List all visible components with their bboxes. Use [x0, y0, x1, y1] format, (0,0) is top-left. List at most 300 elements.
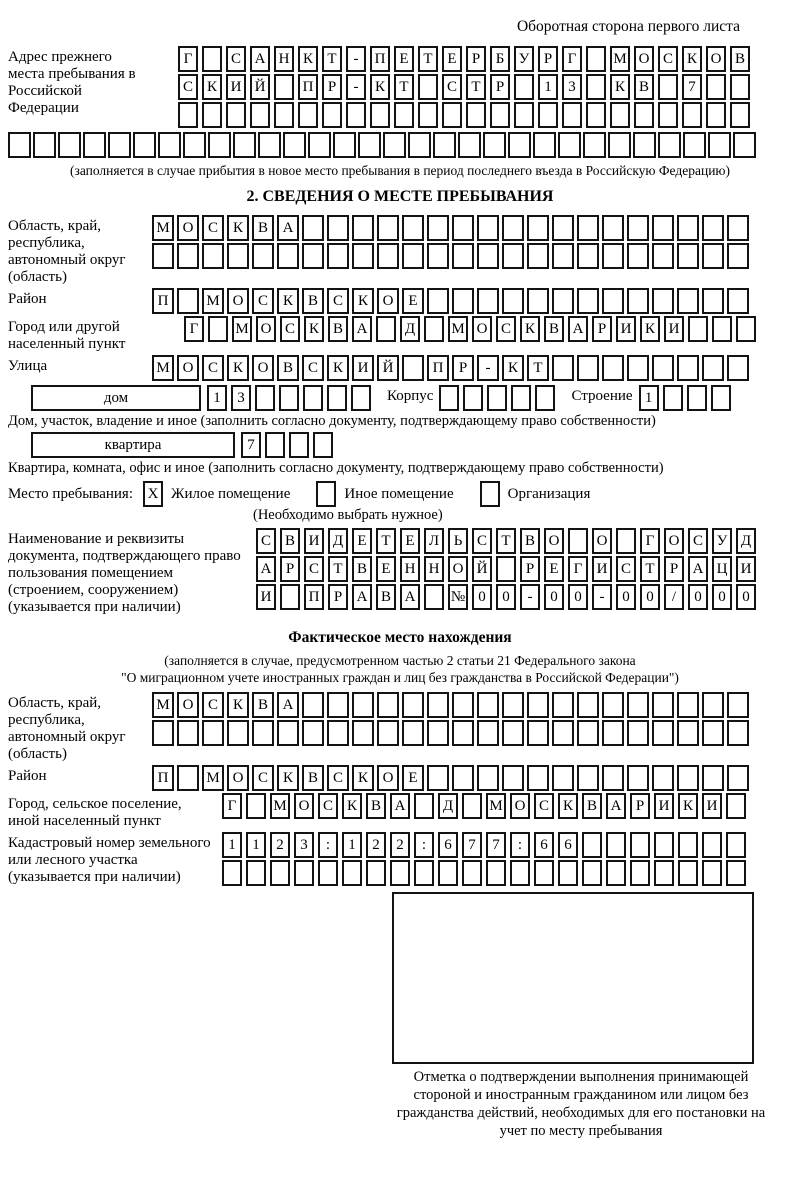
- char-box[interactable]: [652, 720, 674, 746]
- char-box[interactable]: [427, 215, 449, 241]
- char-box[interactable]: В: [252, 215, 274, 241]
- char-box[interactable]: Г: [562, 46, 582, 72]
- char-box[interactable]: -: [346, 74, 366, 100]
- char-box[interactable]: [327, 720, 349, 746]
- char-box[interactable]: [654, 860, 674, 886]
- char-box[interactable]: [202, 720, 224, 746]
- char-box[interactable]: А: [606, 793, 626, 819]
- char-box[interactable]: [233, 132, 256, 158]
- char-box[interactable]: [627, 215, 649, 241]
- char-box[interactable]: С: [318, 793, 338, 819]
- char-box[interactable]: [702, 215, 724, 241]
- char-box[interactable]: [514, 102, 534, 128]
- char-box[interactable]: [502, 720, 524, 746]
- char-box[interactable]: [534, 860, 554, 886]
- char-box[interactable]: [687, 385, 707, 411]
- char-box[interactable]: И: [592, 556, 612, 582]
- char-box[interactable]: [496, 556, 516, 582]
- char-box[interactable]: [427, 692, 449, 718]
- char-box[interactable]: [418, 74, 438, 100]
- char-box[interactable]: [427, 765, 449, 791]
- char-box[interactable]: И: [702, 793, 722, 819]
- char-box[interactable]: [302, 243, 324, 269]
- char-box[interactable]: [490, 102, 510, 128]
- char-box[interactable]: Г: [184, 316, 204, 342]
- char-box[interactable]: [602, 288, 624, 314]
- char-box[interactable]: 0: [472, 584, 492, 610]
- char-box[interactable]: [688, 316, 708, 342]
- char-box[interactable]: [577, 243, 599, 269]
- char-box[interactable]: [208, 132, 231, 158]
- char-box[interactable]: [302, 720, 324, 746]
- char-box[interactable]: [616, 528, 636, 554]
- char-box[interactable]: [402, 215, 424, 241]
- char-box[interactable]: Р: [664, 556, 684, 582]
- char-box[interactable]: А: [688, 556, 708, 582]
- char-box[interactable]: [727, 243, 749, 269]
- char-box[interactable]: [427, 720, 449, 746]
- char-box[interactable]: [33, 132, 56, 158]
- char-box[interactable]: 7: [682, 74, 702, 100]
- char-box[interactable]: [654, 832, 674, 858]
- char-box[interactable]: [370, 102, 390, 128]
- char-box[interactable]: О: [227, 288, 249, 314]
- char-box[interactable]: Р: [630, 793, 650, 819]
- char-box[interactable]: /: [664, 584, 684, 610]
- char-box[interactable]: 7: [241, 432, 261, 458]
- char-box[interactable]: 3: [231, 385, 251, 411]
- char-box[interactable]: [477, 215, 499, 241]
- char-box[interactable]: 1: [207, 385, 227, 411]
- char-box[interactable]: О: [377, 288, 399, 314]
- char-box[interactable]: С: [616, 556, 636, 582]
- char-box[interactable]: С: [534, 793, 554, 819]
- char-box[interactable]: С: [688, 528, 708, 554]
- char-box[interactable]: [283, 132, 306, 158]
- char-box[interactable]: [658, 74, 678, 100]
- char-box[interactable]: [733, 132, 756, 158]
- char-box[interactable]: [677, 692, 699, 718]
- char-box[interactable]: А: [250, 46, 270, 72]
- char-box[interactable]: И: [352, 355, 374, 381]
- char-box[interactable]: Е: [352, 528, 372, 554]
- char-box[interactable]: У: [514, 46, 534, 72]
- char-box[interactable]: [462, 793, 482, 819]
- char-box[interactable]: [602, 692, 624, 718]
- char-box[interactable]: А: [352, 584, 372, 610]
- char-box[interactable]: К: [277, 765, 299, 791]
- char-box[interactable]: О: [177, 692, 199, 718]
- char-box[interactable]: [152, 720, 174, 746]
- char-box[interactable]: [183, 132, 206, 158]
- stay-type-checkbox-other[interactable]: [316, 481, 336, 507]
- char-box[interactable]: [552, 692, 574, 718]
- char-box[interactable]: [424, 316, 444, 342]
- char-box[interactable]: К: [277, 288, 299, 314]
- char-box[interactable]: [298, 102, 318, 128]
- char-box[interactable]: [246, 860, 266, 886]
- char-box[interactable]: Е: [442, 46, 462, 72]
- char-box[interactable]: [678, 832, 698, 858]
- char-box[interactable]: Т: [466, 74, 486, 100]
- char-box[interactable]: [730, 74, 750, 100]
- char-box[interactable]: 0: [640, 584, 660, 610]
- char-box[interactable]: С: [496, 316, 516, 342]
- char-box[interactable]: [177, 765, 199, 791]
- char-box[interactable]: М: [202, 765, 224, 791]
- char-box[interactable]: [327, 385, 347, 411]
- char-box[interactable]: С: [202, 692, 224, 718]
- char-box[interactable]: 3: [294, 832, 314, 858]
- char-box[interactable]: [270, 860, 290, 886]
- char-box[interactable]: Г: [222, 793, 242, 819]
- char-box[interactable]: [678, 860, 698, 886]
- char-box[interactable]: [514, 74, 534, 100]
- char-box[interactable]: [8, 132, 31, 158]
- char-box[interactable]: [418, 102, 438, 128]
- char-box[interactable]: [227, 243, 249, 269]
- char-box[interactable]: 1: [246, 832, 266, 858]
- char-box[interactable]: Е: [400, 528, 420, 554]
- char-box[interactable]: [483, 132, 506, 158]
- char-box[interactable]: В: [252, 692, 274, 718]
- char-box[interactable]: Н: [400, 556, 420, 582]
- char-box[interactable]: [327, 243, 349, 269]
- char-box[interactable]: [677, 288, 699, 314]
- char-box[interactable]: [439, 385, 459, 411]
- char-box[interactable]: [177, 720, 199, 746]
- char-box[interactable]: [313, 432, 333, 458]
- char-box[interactable]: [627, 692, 649, 718]
- char-box[interactable]: И: [616, 316, 636, 342]
- char-box[interactable]: [452, 215, 474, 241]
- char-box[interactable]: [627, 720, 649, 746]
- char-box[interactable]: [202, 46, 222, 72]
- char-box[interactable]: В: [302, 765, 324, 791]
- char-box[interactable]: 0: [712, 584, 732, 610]
- char-box[interactable]: В: [302, 288, 324, 314]
- char-box[interactable]: [511, 385, 531, 411]
- char-box[interactable]: [583, 132, 606, 158]
- char-box[interactable]: В: [544, 316, 564, 342]
- char-box[interactable]: [610, 102, 630, 128]
- char-box[interactable]: [250, 102, 270, 128]
- char-box[interactable]: [502, 215, 524, 241]
- char-box[interactable]: Т: [640, 556, 660, 582]
- char-box[interactable]: М: [486, 793, 506, 819]
- char-box[interactable]: [736, 316, 756, 342]
- char-box[interactable]: [352, 243, 374, 269]
- char-box[interactable]: :: [318, 832, 338, 858]
- char-box[interactable]: 0: [496, 584, 516, 610]
- char-box[interactable]: К: [502, 355, 524, 381]
- char-box[interactable]: [527, 243, 549, 269]
- char-box[interactable]: [377, 243, 399, 269]
- char-box[interactable]: [727, 355, 749, 381]
- char-box[interactable]: Р: [322, 74, 342, 100]
- char-box[interactable]: [552, 720, 574, 746]
- char-box[interactable]: [586, 46, 606, 72]
- char-box[interactable]: :: [510, 832, 530, 858]
- char-box[interactable]: [302, 215, 324, 241]
- char-box[interactable]: Р: [538, 46, 558, 72]
- char-box[interactable]: Н: [274, 46, 294, 72]
- char-box[interactable]: А: [256, 556, 276, 582]
- char-box[interactable]: Т: [527, 355, 549, 381]
- char-box[interactable]: М: [610, 46, 630, 72]
- char-box[interactable]: [442, 102, 462, 128]
- char-box[interactable]: [627, 288, 649, 314]
- char-box[interactable]: [83, 132, 106, 158]
- char-box[interactable]: [562, 102, 582, 128]
- char-box[interactable]: [558, 132, 581, 158]
- char-box[interactable]: 2: [390, 832, 410, 858]
- char-box[interactable]: Д: [438, 793, 458, 819]
- char-box[interactable]: [683, 132, 706, 158]
- char-box[interactable]: 1: [222, 832, 242, 858]
- char-box[interactable]: О: [634, 46, 654, 72]
- char-box[interactable]: К: [520, 316, 540, 342]
- char-box[interactable]: [602, 215, 624, 241]
- char-box[interactable]: [702, 288, 724, 314]
- char-box[interactable]: [727, 765, 749, 791]
- char-box[interactable]: Т: [394, 74, 414, 100]
- char-box[interactable]: Р: [592, 316, 612, 342]
- char-box[interactable]: [502, 243, 524, 269]
- char-box[interactable]: [682, 102, 702, 128]
- char-box[interactable]: О: [252, 355, 274, 381]
- char-box[interactable]: [552, 243, 574, 269]
- char-box[interactable]: Т: [328, 556, 348, 582]
- char-box[interactable]: 6: [534, 832, 554, 858]
- char-box[interactable]: [133, 132, 156, 158]
- char-box[interactable]: [602, 765, 624, 791]
- char-box[interactable]: П: [370, 46, 390, 72]
- char-box[interactable]: С: [658, 46, 678, 72]
- char-box[interactable]: [652, 215, 674, 241]
- char-box[interactable]: П: [298, 74, 318, 100]
- char-box[interactable]: О: [448, 556, 468, 582]
- char-box[interactable]: [708, 132, 731, 158]
- char-box[interactable]: Д: [400, 316, 420, 342]
- char-box[interactable]: К: [610, 74, 630, 100]
- char-box[interactable]: С: [327, 288, 349, 314]
- char-box[interactable]: П: [152, 288, 174, 314]
- char-box[interactable]: М: [152, 692, 174, 718]
- char-box[interactable]: Т: [376, 528, 396, 554]
- char-box[interactable]: О: [592, 528, 612, 554]
- char-box[interactable]: [602, 355, 624, 381]
- char-box[interactable]: П: [304, 584, 324, 610]
- char-box[interactable]: 2: [270, 832, 290, 858]
- char-box[interactable]: 1: [342, 832, 362, 858]
- char-box[interactable]: [158, 132, 181, 158]
- char-box[interactable]: 6: [558, 832, 578, 858]
- char-box[interactable]: [627, 355, 649, 381]
- char-box[interactable]: М: [448, 316, 468, 342]
- char-box[interactable]: [577, 215, 599, 241]
- char-box[interactable]: [258, 132, 281, 158]
- char-box[interactable]: М: [270, 793, 290, 819]
- char-box[interactable]: К: [227, 692, 249, 718]
- char-box[interactable]: [265, 432, 285, 458]
- char-box[interactable]: [702, 765, 724, 791]
- char-box[interactable]: [427, 243, 449, 269]
- char-box[interactable]: П: [152, 765, 174, 791]
- char-box[interactable]: И: [226, 74, 246, 100]
- char-box[interactable]: [452, 765, 474, 791]
- char-box[interactable]: 0: [688, 584, 708, 610]
- char-box[interactable]: [246, 793, 266, 819]
- char-box[interactable]: Е: [402, 765, 424, 791]
- char-box[interactable]: [677, 720, 699, 746]
- char-box[interactable]: А: [390, 793, 410, 819]
- char-box[interactable]: К: [682, 46, 702, 72]
- char-box[interactable]: [303, 385, 323, 411]
- char-box[interactable]: [502, 692, 524, 718]
- char-box[interactable]: [108, 132, 131, 158]
- char-box[interactable]: [427, 288, 449, 314]
- char-box[interactable]: [487, 385, 507, 411]
- char-box[interactable]: О: [177, 215, 199, 241]
- char-box[interactable]: [577, 765, 599, 791]
- char-box[interactable]: [527, 288, 549, 314]
- char-box[interactable]: 2: [366, 832, 386, 858]
- char-box[interactable]: [527, 692, 549, 718]
- char-box[interactable]: Е: [376, 556, 396, 582]
- char-box[interactable]: [289, 432, 309, 458]
- char-box[interactable]: И: [256, 584, 276, 610]
- char-box[interactable]: [279, 385, 299, 411]
- char-box[interactable]: [533, 132, 556, 158]
- char-box[interactable]: [702, 243, 724, 269]
- char-box[interactable]: 1: [538, 74, 558, 100]
- char-box[interactable]: [366, 860, 386, 886]
- char-box[interactable]: [633, 132, 656, 158]
- char-box[interactable]: Р: [466, 46, 486, 72]
- char-box[interactable]: [702, 720, 724, 746]
- char-box[interactable]: [352, 720, 374, 746]
- char-box[interactable]: Б: [490, 46, 510, 72]
- char-box[interactable]: [577, 692, 599, 718]
- char-box[interactable]: [383, 132, 406, 158]
- char-box[interactable]: [602, 720, 624, 746]
- char-box[interactable]: [222, 860, 242, 886]
- char-box[interactable]: [711, 385, 731, 411]
- char-box[interactable]: [677, 215, 699, 241]
- char-box[interactable]: [706, 102, 726, 128]
- char-box[interactable]: В: [582, 793, 602, 819]
- char-box[interactable]: [477, 692, 499, 718]
- char-box[interactable]: [390, 860, 410, 886]
- char-box[interactable]: [438, 860, 458, 886]
- char-box[interactable]: [477, 288, 499, 314]
- char-box[interactable]: [535, 385, 555, 411]
- char-box[interactable]: Ь: [448, 528, 468, 554]
- char-box[interactable]: [634, 102, 654, 128]
- char-box[interactable]: О: [664, 528, 684, 554]
- char-box[interactable]: К: [327, 355, 349, 381]
- char-box[interactable]: В: [366, 793, 386, 819]
- char-box[interactable]: А: [400, 584, 420, 610]
- char-box[interactable]: [277, 720, 299, 746]
- char-box[interactable]: В: [520, 528, 540, 554]
- char-box[interactable]: [552, 215, 574, 241]
- char-box[interactable]: [394, 102, 414, 128]
- char-box[interactable]: С: [202, 215, 224, 241]
- char-box[interactable]: Г: [640, 528, 660, 554]
- char-box[interactable]: И: [664, 316, 684, 342]
- char-box[interactable]: [377, 215, 399, 241]
- char-box[interactable]: О: [472, 316, 492, 342]
- char-box[interactable]: О: [294, 793, 314, 819]
- char-box[interactable]: Ц: [712, 556, 732, 582]
- char-box[interactable]: О: [510, 793, 530, 819]
- char-box[interactable]: [178, 102, 198, 128]
- char-box[interactable]: [342, 860, 362, 886]
- char-box[interactable]: Д: [328, 528, 348, 554]
- char-box[interactable]: [402, 243, 424, 269]
- char-box[interactable]: [608, 132, 631, 158]
- char-box[interactable]: В: [328, 316, 348, 342]
- char-box[interactable]: [677, 355, 699, 381]
- char-box[interactable]: [414, 793, 434, 819]
- char-box[interactable]: [652, 243, 674, 269]
- char-box[interactable]: -: [477, 355, 499, 381]
- char-box[interactable]: С: [252, 765, 274, 791]
- char-box[interactable]: 6: [438, 832, 458, 858]
- char-box[interactable]: [677, 243, 699, 269]
- char-box[interactable]: [527, 720, 549, 746]
- stay-type-checkbox-organization[interactable]: [480, 481, 500, 507]
- char-box[interactable]: В: [277, 355, 299, 381]
- char-box[interactable]: [586, 74, 606, 100]
- char-box[interactable]: Р: [490, 74, 510, 100]
- char-box[interactable]: [652, 355, 674, 381]
- char-box[interactable]: [630, 860, 650, 886]
- char-box[interactable]: Т: [418, 46, 438, 72]
- char-box[interactable]: К: [640, 316, 660, 342]
- char-box[interactable]: Р: [452, 355, 474, 381]
- char-box[interactable]: 0: [736, 584, 756, 610]
- char-box[interactable]: Р: [280, 556, 300, 582]
- char-box[interactable]: В: [634, 74, 654, 100]
- char-box[interactable]: [202, 243, 224, 269]
- char-box[interactable]: [58, 132, 81, 158]
- char-box[interactable]: Й: [377, 355, 399, 381]
- char-box[interactable]: А: [352, 316, 372, 342]
- char-box[interactable]: Е: [394, 46, 414, 72]
- stay-type-checkbox-residential[interactable]: X: [143, 481, 163, 507]
- char-box[interactable]: К: [558, 793, 578, 819]
- char-box[interactable]: Й: [250, 74, 270, 100]
- char-box[interactable]: А: [277, 215, 299, 241]
- char-box[interactable]: Т: [496, 528, 516, 554]
- char-box[interactable]: [652, 288, 674, 314]
- char-box[interactable]: [227, 720, 249, 746]
- char-box[interactable]: О: [706, 46, 726, 72]
- char-box[interactable]: [606, 832, 626, 858]
- char-box[interactable]: [568, 528, 588, 554]
- char-box[interactable]: К: [304, 316, 324, 342]
- char-box[interactable]: [414, 860, 434, 886]
- char-box[interactable]: С: [442, 74, 462, 100]
- char-box[interactable]: [308, 132, 331, 158]
- char-box[interactable]: [727, 215, 749, 241]
- char-box[interactable]: П: [427, 355, 449, 381]
- char-box[interactable]: [458, 132, 481, 158]
- char-box[interactable]: [177, 243, 199, 269]
